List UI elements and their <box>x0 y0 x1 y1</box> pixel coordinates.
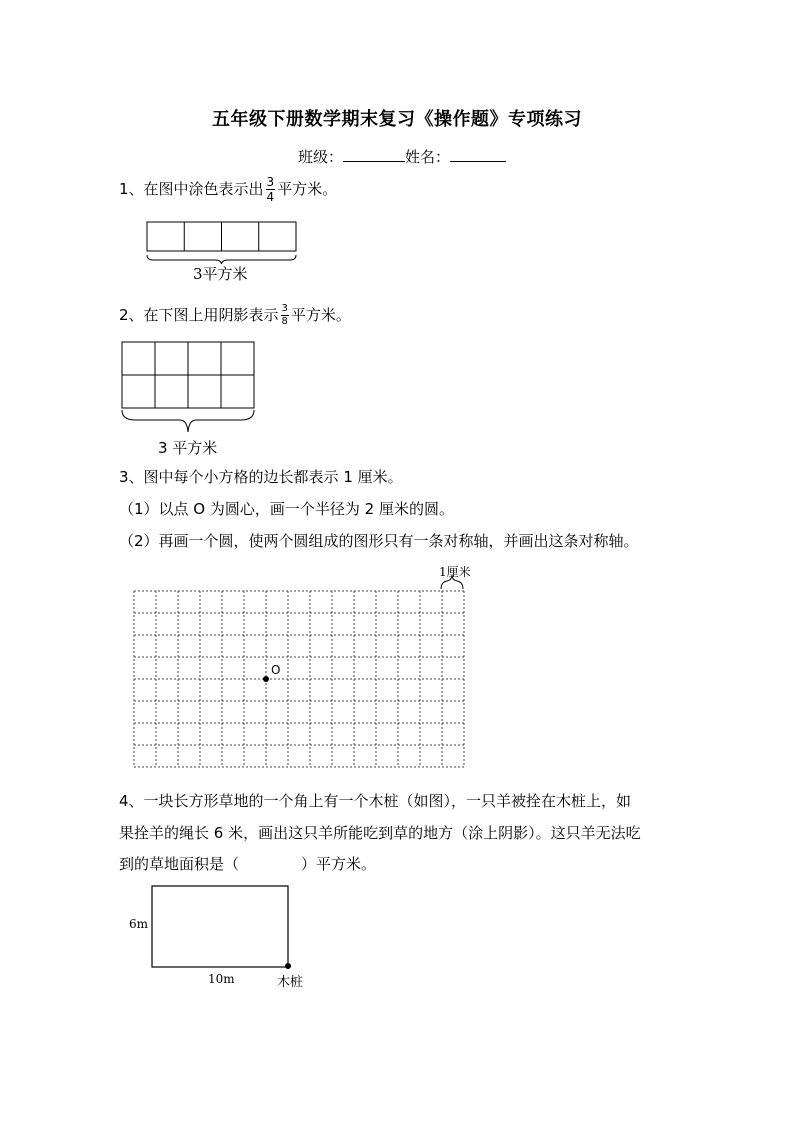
q1-numerator: 3 <box>266 175 275 189</box>
q3-unit-label: 1厘米 <box>439 565 471 579</box>
q2-denominator: 8 <box>281 316 288 327</box>
q4-stake-label: 木桩 <box>277 975 304 990</box>
q4-line3-start: 到的草地面积是（ <box>119 855 240 873</box>
q2-figure-label: 3 平方米 <box>158 439 218 457</box>
q2-prefix: 2、在下图上用阴影表示 <box>119 306 279 324</box>
q1-suffix: 平方米。 <box>277 180 338 198</box>
q4-lawn-rectangle[interactable] <box>152 886 288 967</box>
q4-line3-end: ）平方米。 <box>301 855 377 873</box>
class-label: 班级： <box>298 148 344 166</box>
name-label: 姓名： <box>405 148 451 166</box>
page-title: 五年级下册数学期末复习《操作题》专项练习 <box>212 109 582 130</box>
q4-stake-point[interactable] <box>285 963 291 969</box>
q1-figure-label: 3平方米 <box>193 265 248 283</box>
q4-width-label: 10m <box>208 972 235 986</box>
q1-denominator: 4 <box>266 190 275 204</box>
q2-suffix: 平方米。 <box>290 306 351 324</box>
q4-line1: 4、一块长方形草地的一个角上有一个木桩（如图），一只羊被拴在木桩上，如 <box>119 792 632 810</box>
q4-height-label: 6m <box>129 917 149 931</box>
q4-line2: 果拴羊的绳长 6 米，画出这只羊所能吃到草的地方（涂上阴影）。这只羊无法吃 <box>119 824 641 842</box>
q3-stem: 3、图中每个小方格的边长都表示 1 厘米。 <box>119 468 403 486</box>
q3-point-label: O <box>271 663 281 677</box>
q1-prefix: 1、在图中涂色表示出 <box>119 180 264 198</box>
q2-numerator: 3 <box>281 303 288 314</box>
q3-part1: （1）以点 O 为圆心，画一个半径为 2 厘米的圆。 <box>119 500 454 518</box>
q3-part2: （2）再画一个圆，使两个圆组成的图形只有一条对称轴，并画出这条对称轴。 <box>119 532 639 550</box>
